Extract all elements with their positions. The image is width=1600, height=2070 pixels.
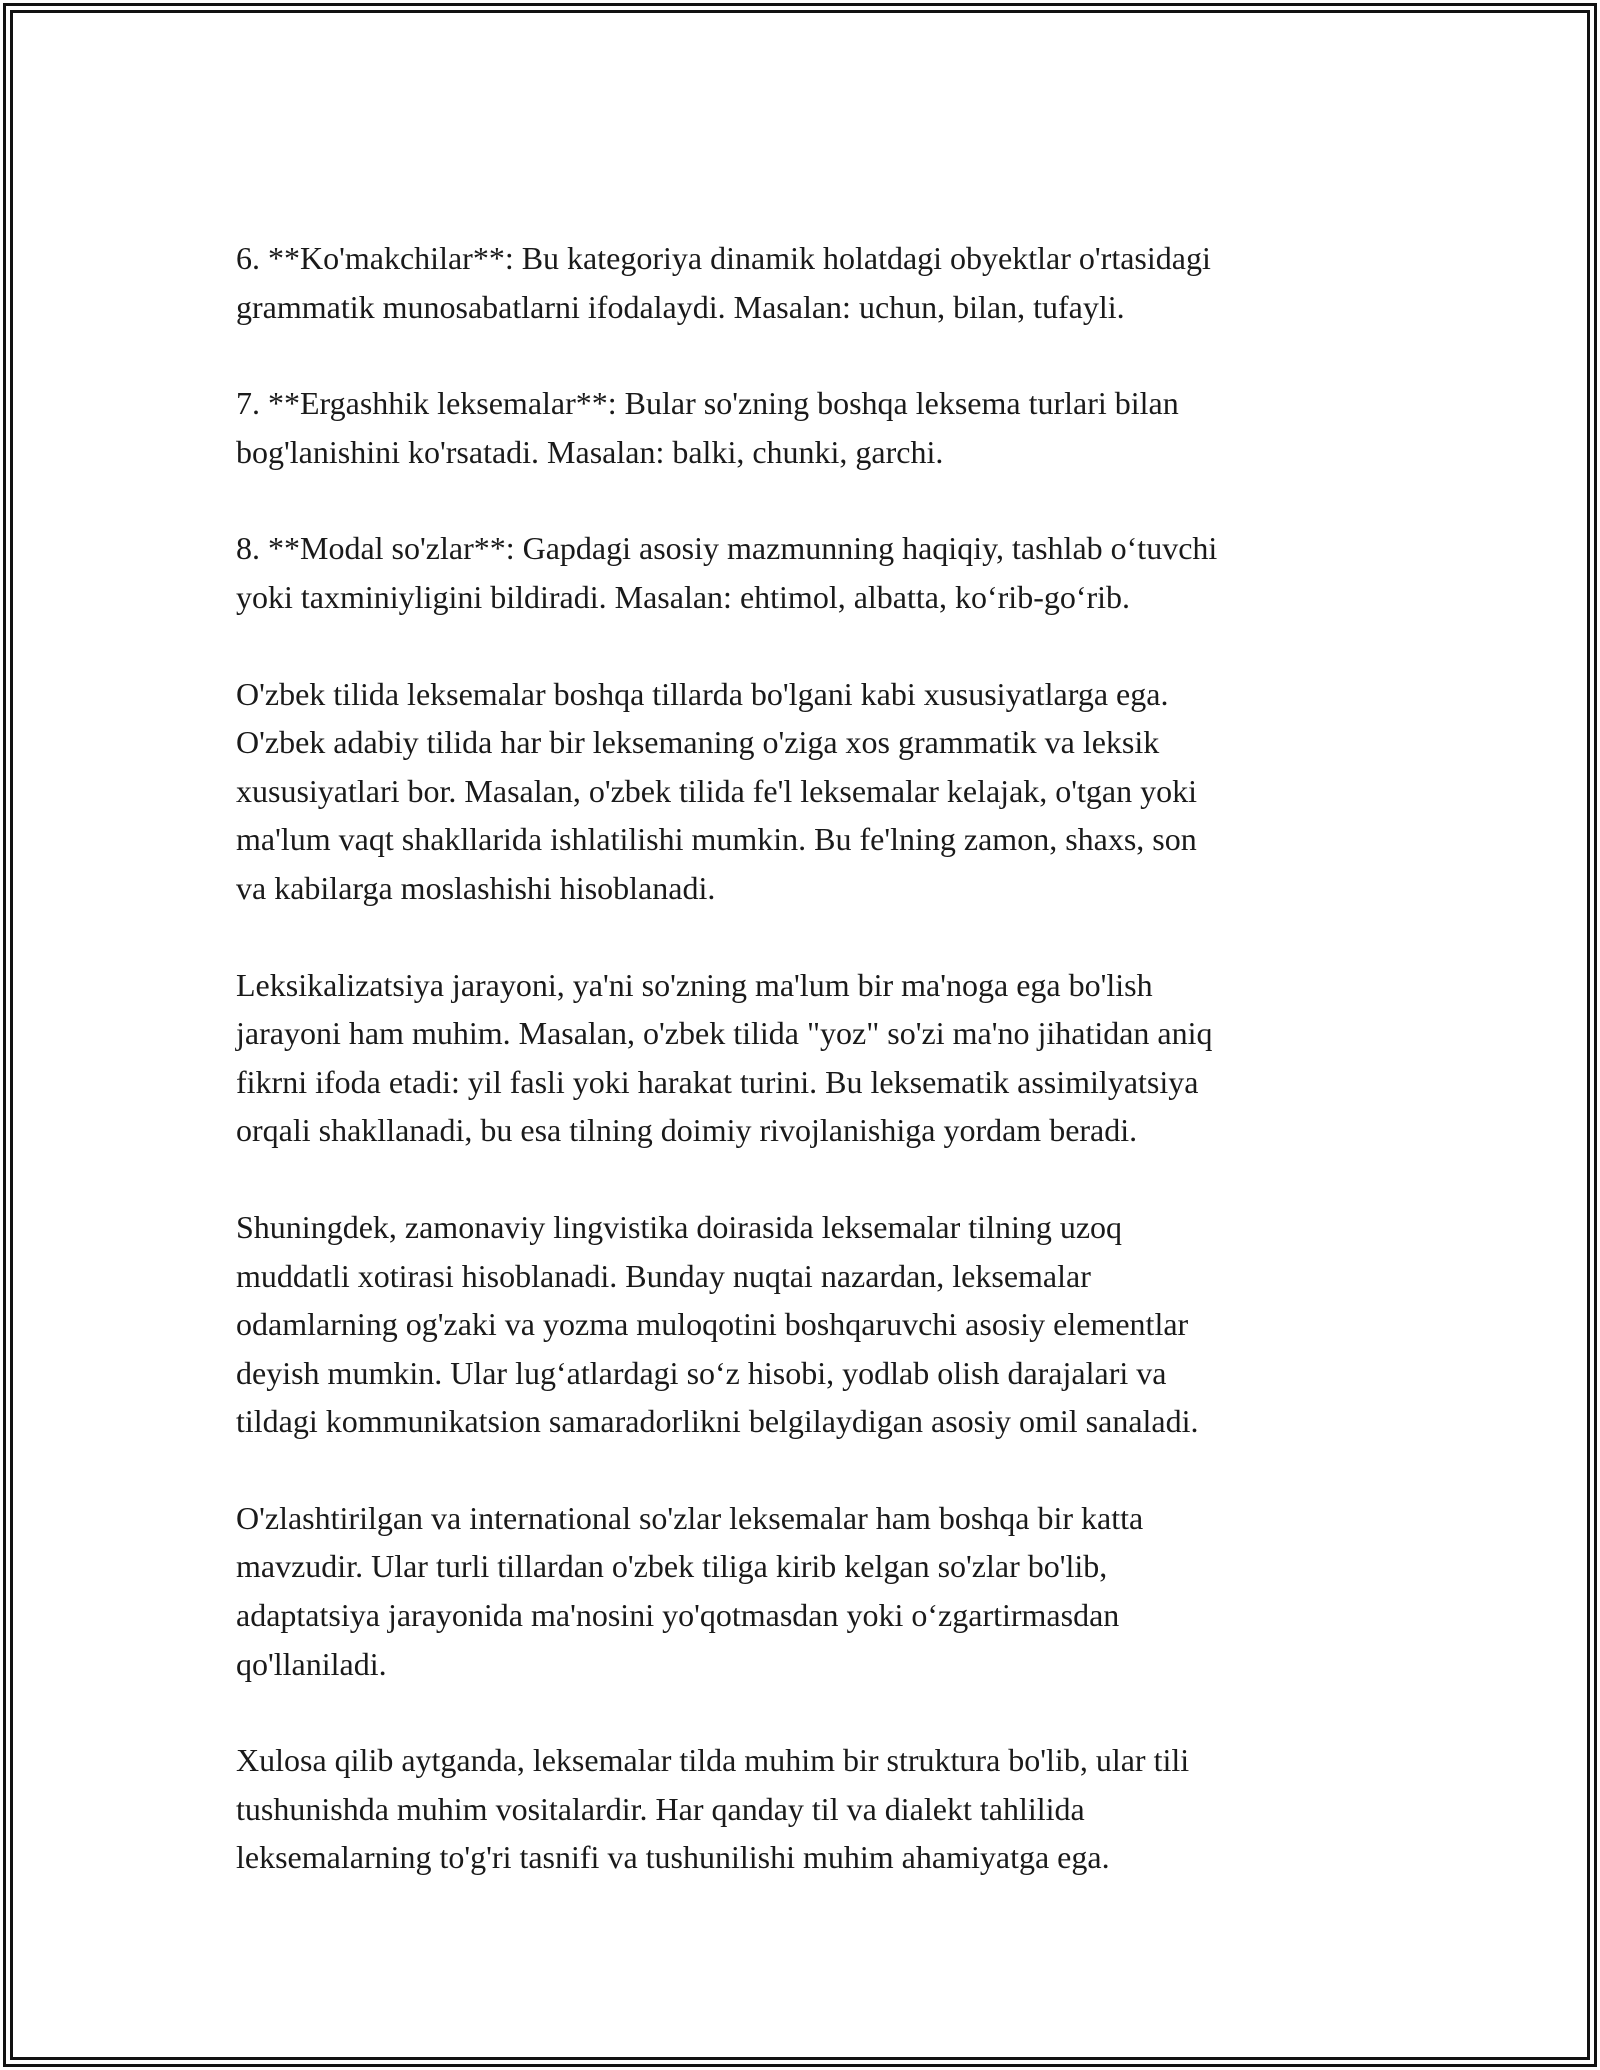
document-body — [236, 234, 1376, 1882]
paragraph-komakchilar: 6. **Ko'makchilar**: Bu kategoriya dinamik holatdagi obyektlar o'rtasidagi grammatik munosabatlarni ifodalaydi. Masalan: uchun, bilan, tufayli. — [236, 240, 1211, 325]
paragraph-shuningdek: Shuningdek, zamonaviy lingvistika doirasida leksemalar tilning uzoq muddatli xotirasi hisoblanadi. Bunday nuqtai nazardan, leksemalar odamlarning og'zaki va yozma muloqotini boshqaruvchi asosiy elementlar deyish mumkin. Ular lug‘atlardagi so‘z hisobi, yodlab olish darajalari va tildagi kommunikatsion samaradorlikni belgilaydigan asosiy omil sanaladi. — [236, 1208, 1199, 1440]
paragraph-ozlashtirilgan-sozlar: O'zlashtirilgan va international so'zlar leksemalar ham boshqa bir katta mavzudir. Ular turli tillardan o'zbek tiliga kirib kelgan so'zlar bo'lib, adaptatsiya jarayonida ma'nosini yo'qotmasdan yoki o‘zgartirmasdan qo'llaniladi. — [236, 1499, 1144, 1682]
paragraph-xulosa: Xulosa qilib aytganda, leksemalar tilda muhim bir struktura bo'lib, ular tili tushunishda muhim vositalardir. Har qanday til va dialekt tahlilida leksemalarning to'g'ri tasnifi va tushunilishi muhim ahamiyatga ega. — [236, 1742, 1190, 1876]
paragraph-modal-sozlar: 8. **Modal so'zlar**: Gapdagi asosiy mazmunning haqiqiy, tashlab o‘tuvchi yoki taxminiyligini bildiradi. Masalan: ehtimol, albatta, ko‘rib-go‘rib. — [236, 530, 1218, 615]
paragraph-ozbek-tilida-leksemalar: O'zbek tilida leksemalar boshqa tillarda bo'lgani kabi xususiyatlarga ega. O'zbek adabiy tilida har bir leksemaning o'ziga xos grammatik va leksik xususiyatlari bor. Masalan, o'zbek tilida fe'l leksemalar kelajak, o'tgan yoki ma'lum vaqt shakllarida ishlatilishi mumkin. Bu fe'lning zamon, shaxs, son va kabilarga moslashishi hisoblanadi. — [236, 675, 1198, 906]
paragraph-ergashhik-leksemalar: 7. **Ergashhik leksemalar**: Bular so'zning boshqa leksema turlari bilan bog'lanishini ko'rsatadi. Masalan: balki, chunki, garchi. — [236, 385, 1179, 470]
paragraph-leksikalizatsiya: Leksikalizatsiya jarayoni, ya'ni so'zning ma'lum bir ma'noga ega bo'lish jarayoni ham muhim. Masalan, o'zbek tilida "yoz" so'zi ma'no jihatidan aniq fikrni ifoda etadi: yil fasli yoki harakat turini. Bu leksematik assimilyatsiya orqali shakllanadi, bu esa tilning doimiy rivojlanishiga yordam beradi. — [236, 966, 1213, 1149]
